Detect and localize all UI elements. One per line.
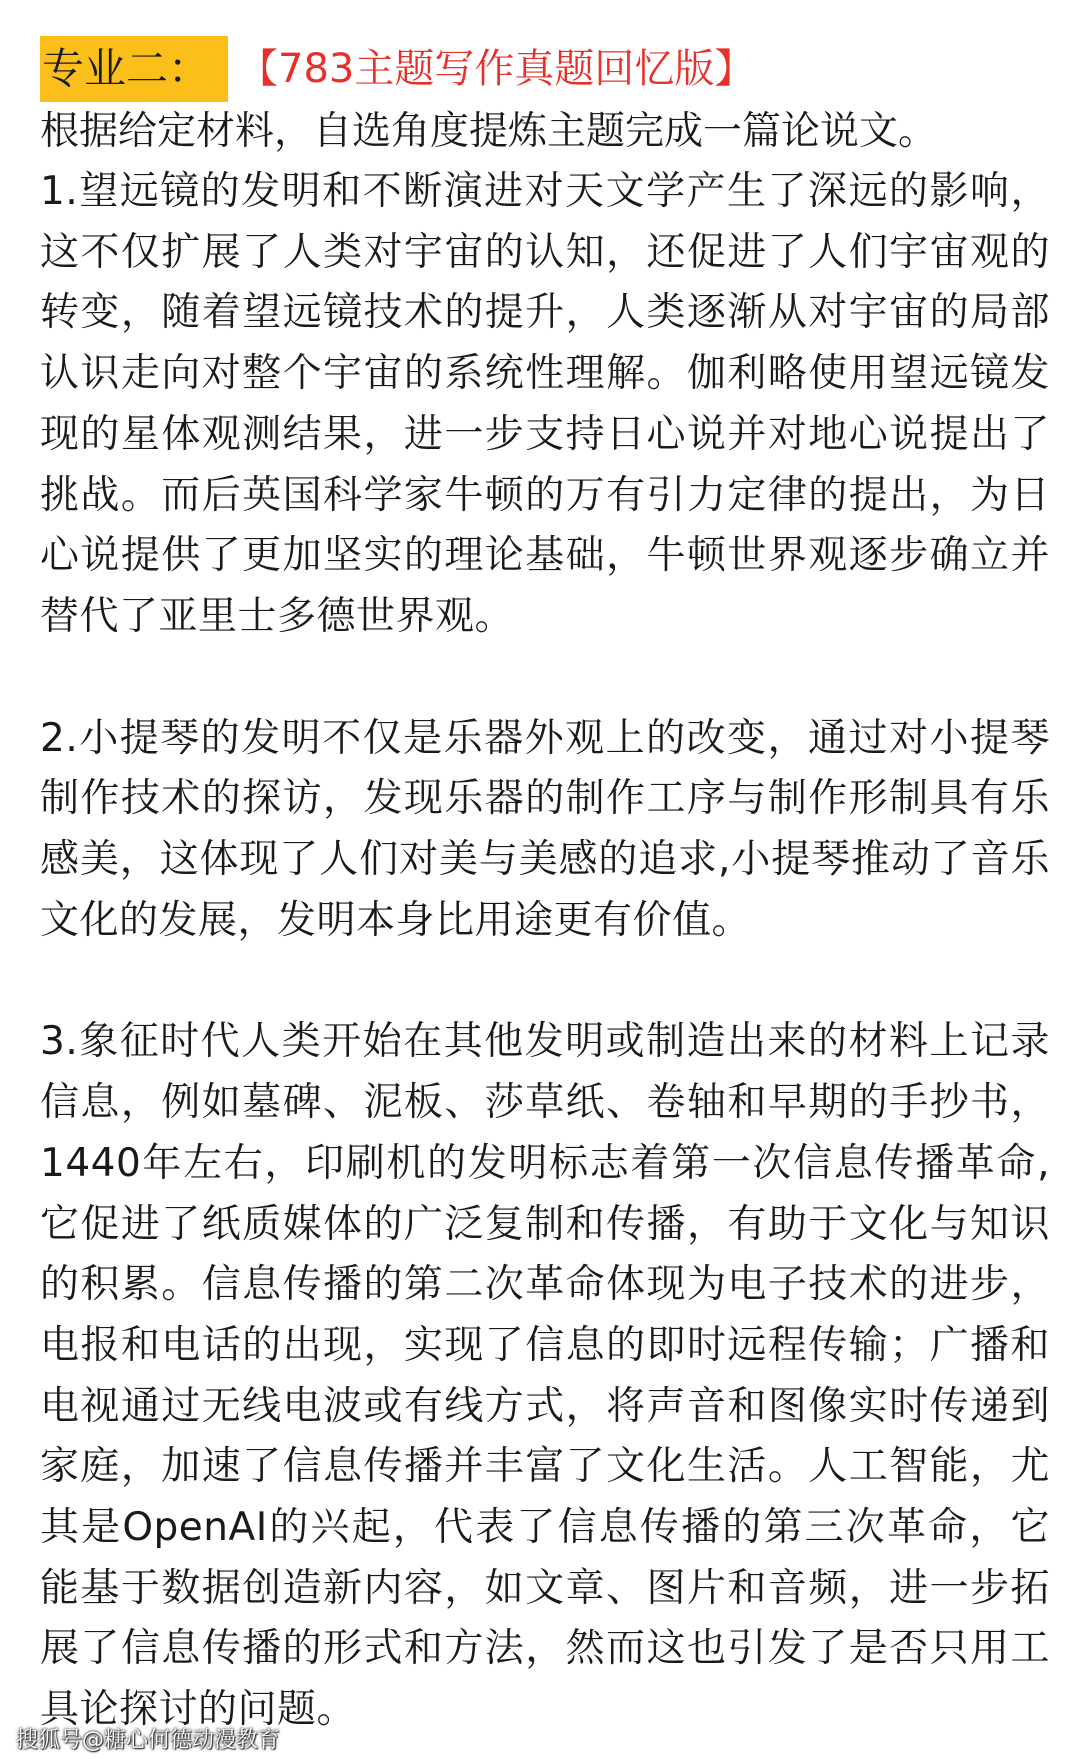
material-paragraph-1: 1.望远镜的发明和不断演进对天文学产生了深远的影响，这不仅扩展了人类对宇宙的认知，还促进了人们宇宙观的转变，随着望远镜技术的提升，人类逐渐从对宇宙的局部认识走向对整个宇宙的系统性理解。伽利略使用望远镜发现的星体观测结果，进一步支持日心说并对地心说提出了挑战。而后英国科学家牛顿的万有引力定律的提出，为日心说提供了更加坚实的理论基础，牛顿世界观逐步确立并替代了亚里士多德世界观。 <box>40 169 1050 639</box>
section-label: 专业二： <box>40 36 228 102</box>
document-title: 【783主题写作真题回忆版】 <box>238 46 755 92</box>
material-paragraph-3: 3.象征时代人类开始在其他发明或制造出来的材料上记录信息，例如墓碑、泥板、莎草纸、卷轴和早期的手抄书，1440年左右，印刷机的发明标志着第一次信息传播革命,它促进了纸质媒体的广泛复制和传播，有助于文化与知识的积累。信息传播的第二次革命体现为电子技术的进步，电报和电话的出现，实现了信息的即时远程传输；广播和电视通过无线电波或有线方式，将声音和图像实时传递到家庭，加速了信息传播并丰富了文化生活。人工智能，尤其是OpenAI的兴起，代表了信息传播的第三次革命，它能基于数据创造新内容，如文章、图片和音频，进一步拓展了信息传播的形式和方法，然而这也引发了是否只用工具论探讨的问题。 <box>40 1019 1050 1733</box>
document-body <box>40 36 1050 1741</box>
material-paragraph-2: 2.小提琴的发明不仅是乐器外观上的改变，通过对小提琴制作技术的探访，发现乐器的制作工序与制作形制具有乐感美，这体现了人们对美与美感的追求,小提琴推动了音乐文化的发展，发明本身比用途更有价值。 <box>40 715 1050 943</box>
watermark: 搜狐号@糖心何德动漫教育 <box>16 1728 281 1753</box>
instruction-text: 根据给定材料，自选角度提炼主题完成一篇论说文。 <box>40 109 938 154</box>
header-line <box>40 36 1050 102</box>
